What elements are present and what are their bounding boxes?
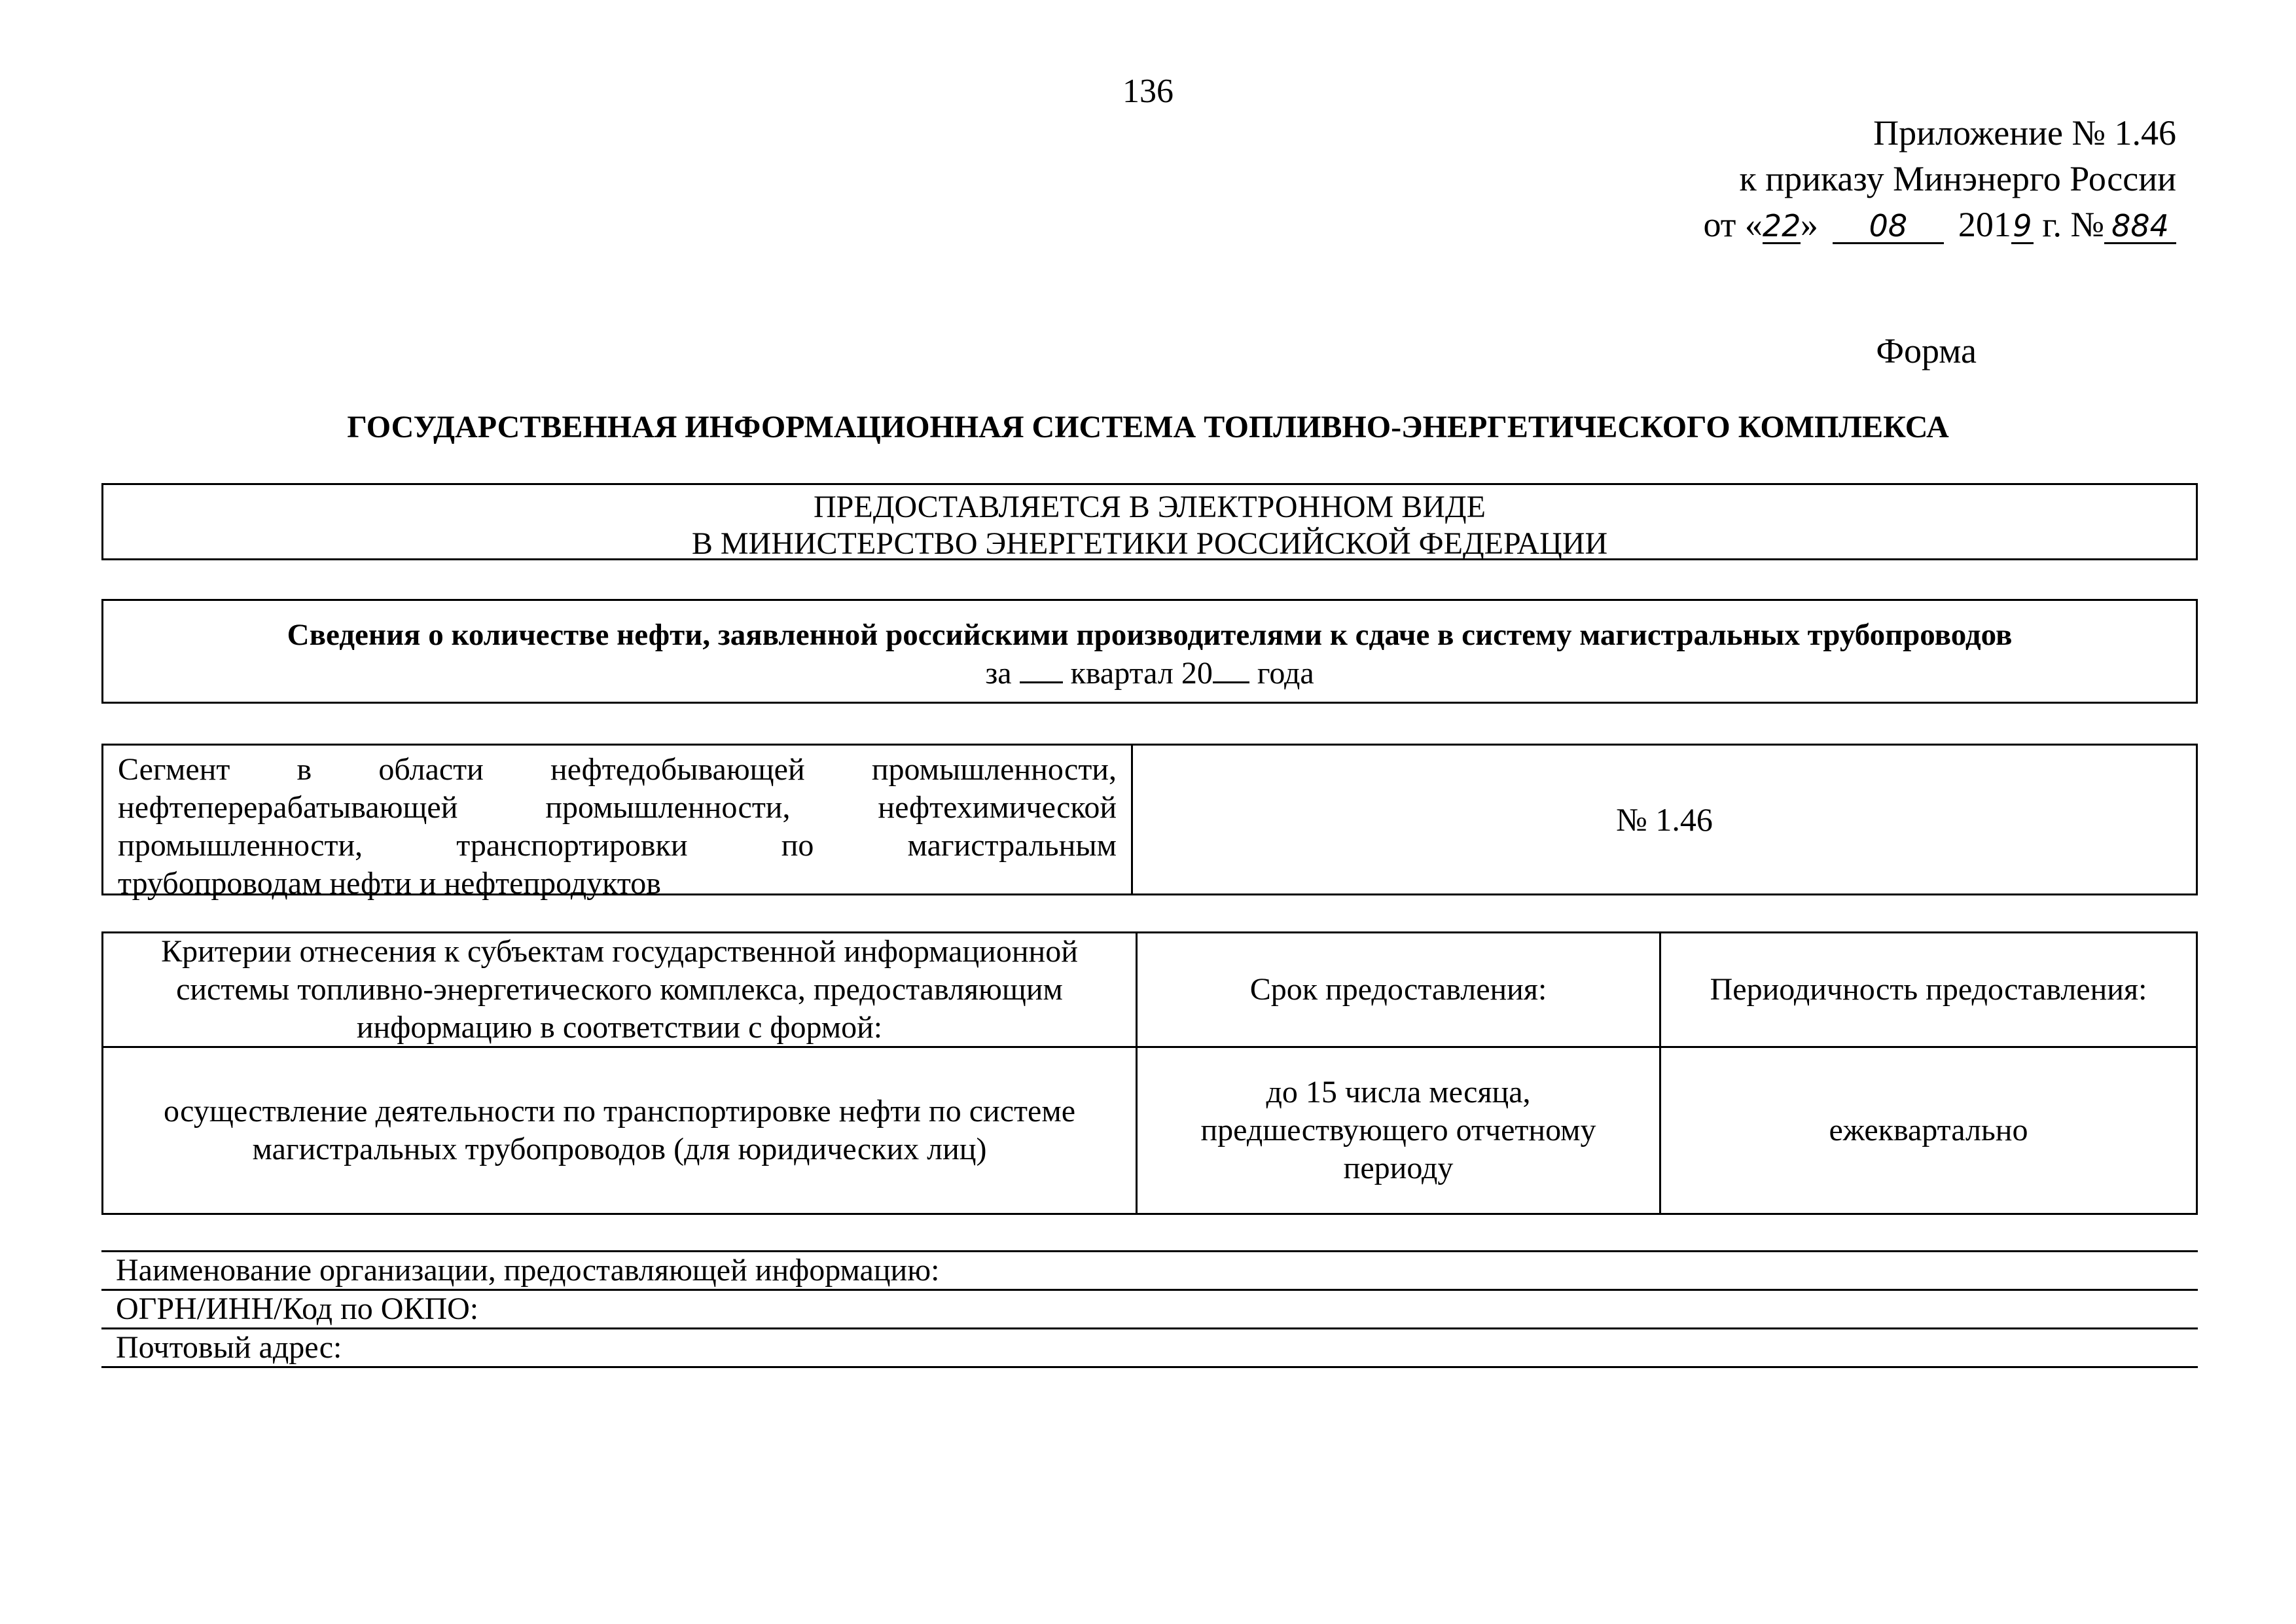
organization-name-field: Наименование организации, предоставляющей информацию: — [101, 1250, 2198, 1289]
period-prefix: за — [985, 656, 1020, 691]
cell-criteria: осуществление деятельности по транспортировке нефти по системе магистральных трубопроводов (для юридических лиц) — [103, 1048, 1138, 1213]
year-blank — [1213, 655, 1249, 683]
header-deadline: Срок предоставления: — [1138, 933, 1661, 1046]
year-prefix: 201 — [1958, 205, 2011, 244]
appendix-title: Приложение № 1.46 — [1873, 113, 2176, 153]
header-criteria: Критерии отнесения к субъектам государственной информационной системы топливно-энергетического комплекса, предоставляющим информацию в соответствии с формой: — [103, 933, 1138, 1046]
handwritten-day: 22 — [1762, 208, 1801, 244]
handwritten-order-number: 884 — [2104, 209, 2176, 244]
form-number: № 1.46 — [1616, 801, 1713, 838]
date-quote-close: » — [1800, 205, 1818, 244]
form-label: Форма — [1876, 331, 1977, 370]
ogrn-inn-okpo-field: ОГРН/ИНН/Код по ОКПО: — [101, 1289, 2198, 1327]
quarter-blank — [1020, 655, 1063, 683]
cell-deadline: до 15 числа месяца, предшествующего отчетному периоду — [1138, 1048, 1661, 1213]
segment-description — [103, 746, 1133, 901]
report-title: Сведения о количестве нефти, заявленной российскими производителями к сдаче в систему магистральных трубопроводов — [287, 618, 2013, 652]
submission-box — [101, 483, 2198, 560]
appendix-order-date — [1571, 202, 2176, 247]
header-periodicity: Периодичность предоставления: — [1710, 972, 2147, 1007]
postal-address-field: Почтовый адрес: — [101, 1327, 2198, 1368]
segment-table — [101, 744, 2198, 901]
period-mid: квартал 20 — [1062, 656, 1213, 691]
handwritten-year-digit: 9 — [2011, 209, 2034, 244]
date-prefix: от « — [1703, 205, 1763, 244]
cell-periodicity: ежеквартально — [1829, 1113, 2028, 1147]
segment-line: Сегмент в области нефтедобывающей промышленности, — [118, 752, 1117, 787]
segment-line: трубопроводам нефти и нефтепродуктов — [118, 866, 661, 901]
submission-line-1: ПРЕДОСТАВЛЯЕТСЯ В ЭЛЕКТРОННОМ ВИДЕ — [814, 490, 1486, 524]
criteria-data-row — [103, 1048, 2196, 1213]
report-period — [103, 655, 2196, 693]
organization-fields — [101, 1250, 2198, 1368]
period-suffix: года — [1249, 656, 1314, 691]
segment-line: промышленности, транспортировки по магистральным — [118, 828, 1117, 863]
appendix-order-ref: к приказу Минэнерго России — [1739, 159, 2176, 198]
report-title-box — [101, 599, 2198, 704]
system-title: ГОСУДАРСТВЕННАЯ ИНФОРМАЦИОННАЯ СИСТЕМА ТОПЛИВНО-ЭНЕРГЕТИЧЕСКОГО КОМПЛЕКСА — [347, 410, 1949, 444]
handwritten-month: 08 — [1833, 209, 1944, 244]
segment-line: нефтеперерабатывающей промышленности, нефтехимической — [118, 790, 1117, 825]
appendix-header — [1571, 110, 2176, 247]
criteria-header-row — [103, 933, 2196, 1048]
page-number: 136 — [1122, 73, 1174, 110]
submission-line-2: В МИНИСТЕРСТВО ЭНЕРГЕТИКИ РОССИЙСКОЙ ФЕДЕРАЦИИ — [691, 526, 1608, 561]
year-suffix: г. № — [2033, 205, 2104, 244]
criteria-table — [101, 931, 2198, 1215]
